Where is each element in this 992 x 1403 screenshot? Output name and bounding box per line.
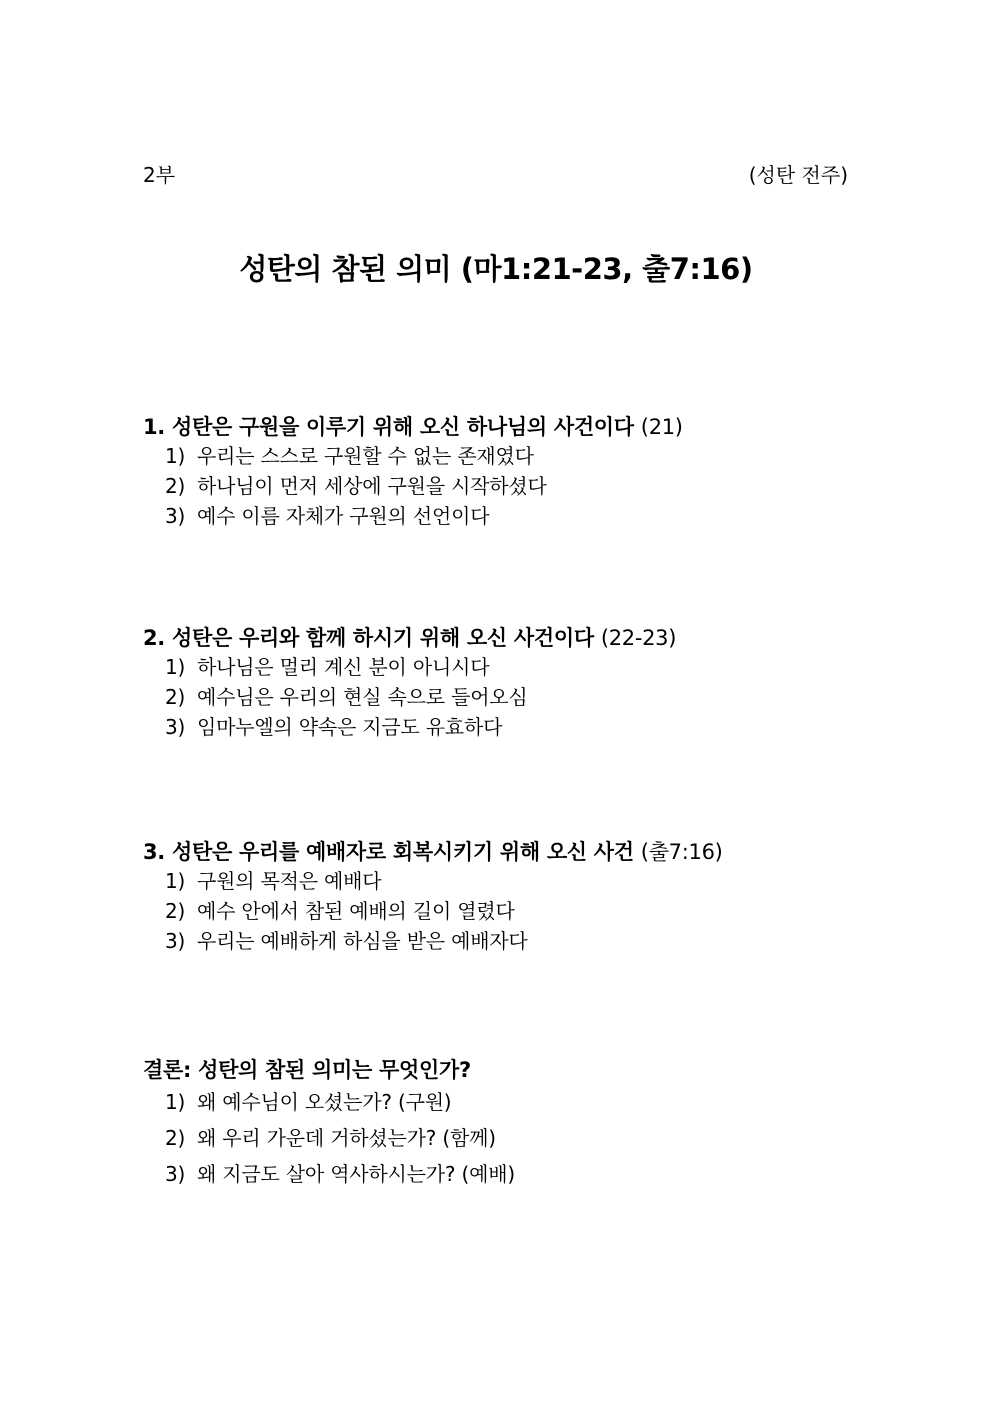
page-title: 성탄의 참된 의미 (마1:21-23, 출7:16) (239, 252, 753, 286)
item-text: 예수 안에서 참된 예배의 길이 열렸다 (197, 899, 515, 923)
list-item (165, 1156, 863, 1192)
item-number: 2) (165, 899, 186, 923)
section-heading-text: 결론: 성탄의 참된 의미는 무엇인가? (143, 1058, 471, 1082)
section-heading-text: 2. 성탄은 우리와 함께 하시기 위해 오신 사건이다 (143, 626, 594, 650)
item-number: 1) (165, 444, 186, 468)
list-item (165, 926, 863, 956)
point-list (143, 441, 863, 531)
item-number: 2) (165, 474, 186, 498)
list-item (165, 471, 863, 501)
section-1 (143, 413, 863, 531)
list-item (165, 501, 863, 531)
item-text: 임마누엘의 약속은 지금도 유효하다 (197, 715, 503, 739)
section-3 (143, 838, 863, 956)
list-item (165, 652, 863, 682)
item-number: 2) (165, 685, 186, 709)
item-number: 3) (165, 504, 186, 528)
section-heading-text: 1. 성탄은 구원을 이루기 위해 오신 하나님의 사건이다 (143, 415, 634, 439)
point-list (143, 1084, 863, 1192)
item-text: 우리는 예배하게 하심을 받은 예배자다 (197, 929, 528, 953)
service-note: (성탄 전주) (748, 163, 848, 187)
item-text: 왜 지금도 살아 역사하시는가? (예배) (197, 1162, 515, 1186)
section-heading (143, 413, 863, 441)
section-2 (143, 624, 863, 742)
item-number: 3) (165, 929, 186, 953)
section-heading (143, 624, 863, 652)
section-reference: (출7:16) (640, 840, 723, 864)
item-text: 구원의 목적은 예배다 (197, 869, 382, 893)
item-text: 예수님은 우리의 현실 속으로 들어오심 (197, 685, 528, 709)
item-number: 3) (165, 1162, 186, 1186)
item-number: 1) (165, 1090, 186, 1114)
item-text: 하나님은 멀리 계신 분이 아니시다 (197, 655, 490, 679)
item-number: 3) (165, 715, 186, 739)
part-label: 2부 (143, 163, 176, 187)
list-item (165, 712, 863, 742)
item-number: 2) (165, 1126, 186, 1150)
section-reference: (21) (640, 415, 683, 439)
point-list (143, 652, 863, 742)
item-number: 1) (165, 869, 186, 893)
point-list (143, 866, 863, 956)
section-heading-text: 3. 성탄은 우리를 예배자로 회복시키기 위해 오신 사건 (143, 840, 634, 864)
list-item (165, 682, 863, 712)
list-item (165, 896, 863, 926)
section-heading (143, 838, 863, 866)
conclusion-section (143, 1056, 863, 1192)
item-text: 왜 예수님이 오셨는가? (구원) (197, 1090, 452, 1114)
list-item (165, 1084, 863, 1120)
item-number: 1) (165, 655, 186, 679)
item-text: 우리는 스스로 구원할 수 없는 존재였다 (197, 444, 534, 468)
item-text: 하나님이 먼저 세상에 구원을 시작하셨다 (197, 474, 547, 498)
item-text: 예수 이름 자체가 구원의 선언이다 (197, 504, 490, 528)
section-reference: (22-23) (600, 626, 677, 650)
list-item (165, 866, 863, 896)
section-heading (143, 1056, 863, 1084)
item-text: 왜 우리 가운데 거하셨는가? (함께) (197, 1126, 496, 1150)
list-item (165, 1120, 863, 1156)
list-item (165, 441, 863, 471)
